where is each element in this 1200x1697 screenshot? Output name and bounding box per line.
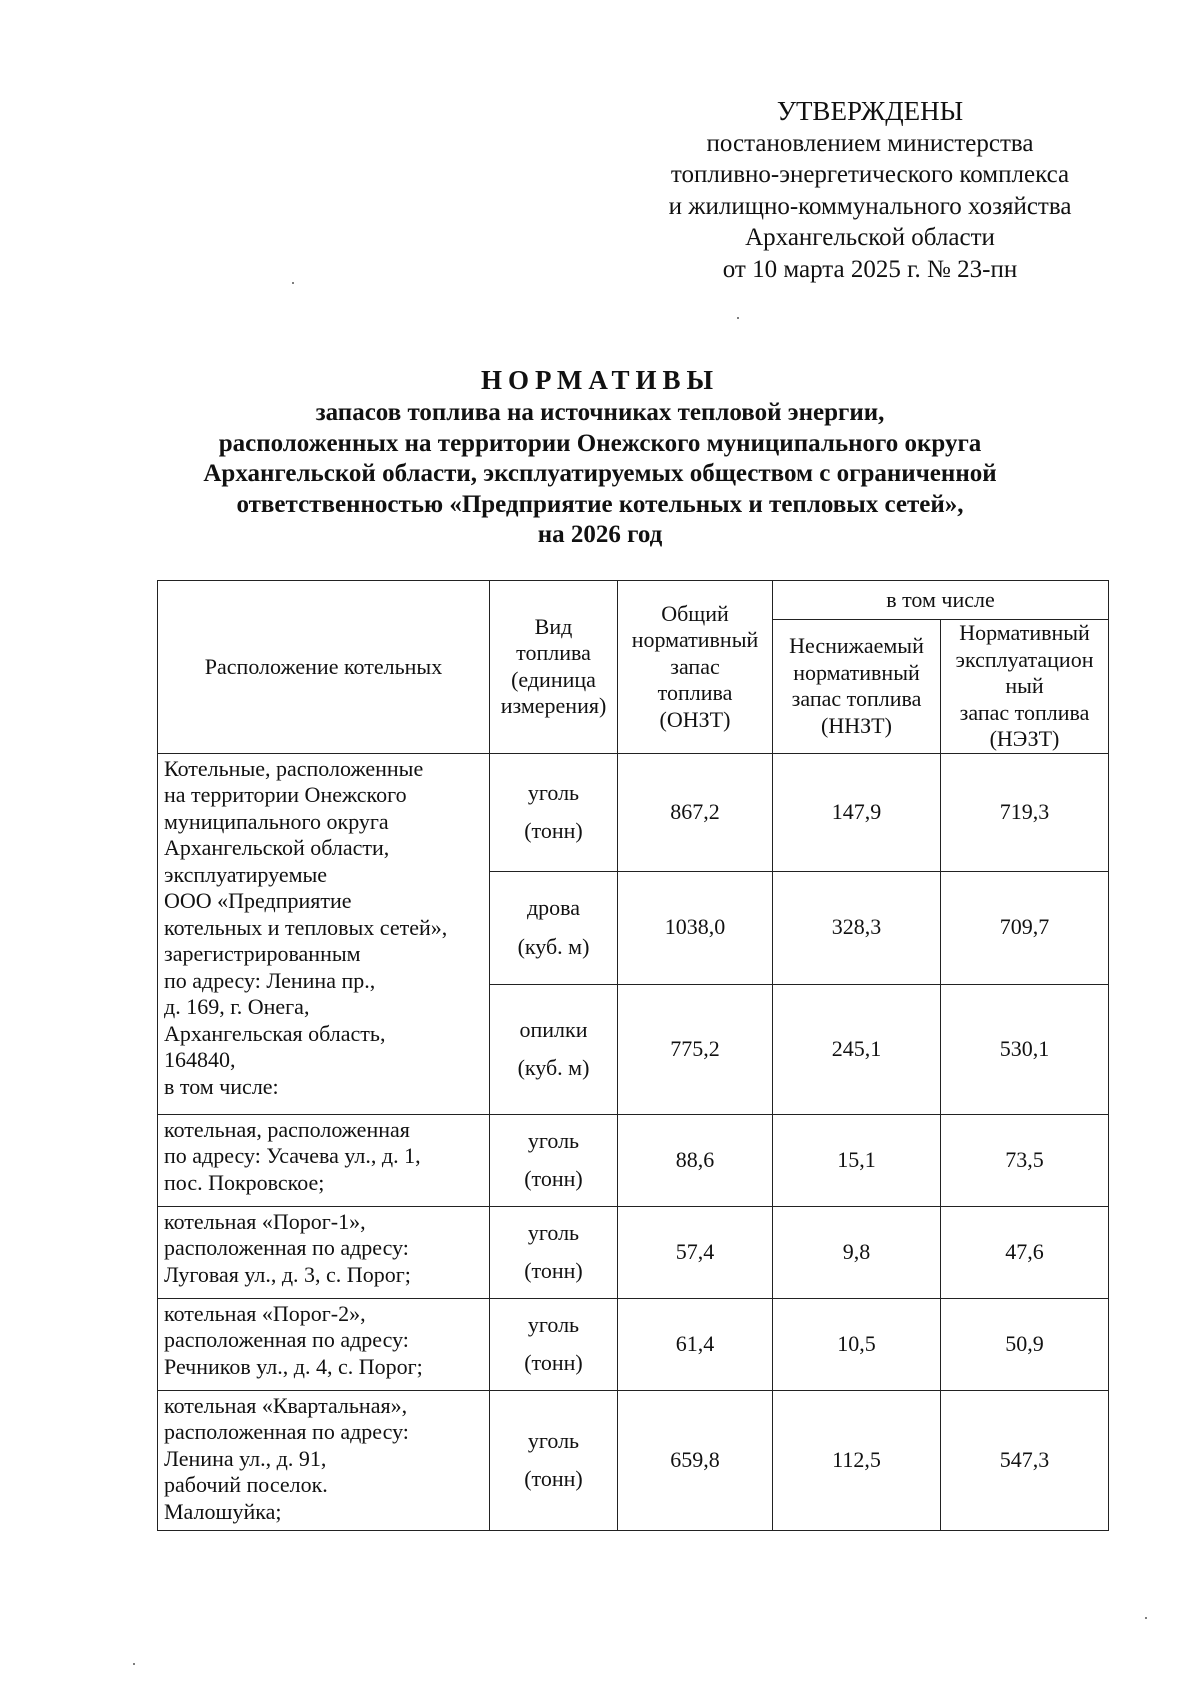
header-nnzt-line: запас топлива — [791, 686, 922, 712]
location-line: котельная «Порог-2», — [164, 1300, 366, 1326]
header-nezt-line: Нормативный — [959, 620, 1090, 645]
total-value: 61,4 — [618, 1298, 773, 1390]
nezt-value: 530,1 — [941, 984, 1109, 1114]
nezt-value: 709,7 — [941, 871, 1109, 984]
nnzt-value: 112,5 — [773, 1390, 941, 1530]
location-line: расположенная по адресу: — [164, 1327, 409, 1352]
header-total-line: Общий — [661, 600, 729, 626]
location-cell — [158, 1298, 490, 1390]
fuel-name: уголь — [527, 1219, 580, 1245]
scan-speck — [1145, 1617, 1147, 1619]
location-line: Луговая ул., д. 3, с. Порог; — [164, 1261, 411, 1287]
subtitle-line: на 2026 год — [537, 521, 663, 548]
fuel-norms-table — [157, 580, 1109, 1531]
location-line: Малошуйка; — [164, 1498, 282, 1524]
total-value: 88,6 — [618, 1114, 773, 1206]
header-nnzt-line: Неснижаемый — [789, 633, 924, 659]
location-line: рабочий поселок. — [164, 1472, 328, 1497]
fuel-name: дрова — [526, 895, 581, 920]
location-cell — [158, 1114, 490, 1206]
location-line: зарегистрированным — [164, 941, 361, 966]
fuel-unit: (куб. м) — [517, 1055, 590, 1080]
location-line: котельная «Порог-1», — [164, 1208, 366, 1234]
header-nezt-line: ный — [1005, 673, 1044, 698]
total-value: 659,8 — [618, 1390, 773, 1530]
approval-line: от 10 марта 2025 г. № 23-пн — [722, 255, 1018, 283]
location-line: Архангельская область, — [164, 1020, 386, 1046]
header-total-line: топлива — [657, 680, 733, 705]
fuel-cell — [490, 1206, 618, 1298]
location-line: пос. Покровское; — [164, 1169, 325, 1195]
nezt-value: 50,9 — [941, 1298, 1109, 1390]
total-value: 775,2 — [618, 984, 773, 1114]
header-nezt-line: запас топлива — [959, 699, 1090, 725]
fuel-name: уголь — [527, 1127, 580, 1153]
approval-line: топливно-энергетического комплекса — [670, 161, 1070, 188]
location-line: ООО «Предприятие — [164, 888, 352, 913]
subtitle-line: расположенных на территории Онежского муниципального округа — [218, 429, 982, 457]
location-line: муниципального округа — [164, 808, 389, 834]
approval-line: Архангельской области — [745, 224, 995, 251]
header-fuel-type-line: топлива — [516, 640, 591, 666]
fuel-cell — [490, 984, 618, 1114]
table-row — [158, 753, 1109, 871]
table-row — [158, 1390, 1109, 1530]
approval-block — [620, 96, 1120, 285]
table-row — [158, 1114, 1109, 1206]
fuel-unit: (куб. м) — [517, 933, 590, 959]
fuel-unit: (тонн) — [524, 818, 583, 843]
location-line: котельная, расположенная — [164, 1116, 410, 1142]
fuel-unit: (тонн) — [524, 1350, 583, 1375]
header-nezt-line: эксплуатацион — [955, 646, 1094, 672]
document-subtitle — [150, 398, 1050, 551]
location-line: 164840, — [164, 1047, 236, 1072]
location-cell — [158, 1206, 490, 1298]
nnzt-value: 10,5 — [773, 1298, 941, 1390]
approval-line: и жилищно-коммунального хозяйства — [668, 192, 1072, 220]
scan-speck — [292, 282, 294, 284]
header-nnzt-line: нормативный — [793, 659, 920, 685]
title-block — [150, 362, 1050, 551]
location-line: д. 169, г. Онега, — [164, 994, 310, 1019]
location-line: Ленина ул., д. 91, — [164, 1445, 327, 1471]
fuel-cell — [490, 1390, 618, 1530]
location-line: на территории Онежского — [164, 782, 407, 807]
fuel-unit: (тонн) — [524, 1258, 583, 1283]
nnzt-value: 328,3 — [773, 871, 941, 984]
document-title: НОРМАТИВЫ — [480, 365, 720, 395]
nnzt-value: 147,9 — [773, 753, 941, 871]
fuel-cell — [490, 871, 618, 984]
fuel-name: опилки — [519, 1016, 588, 1042]
header-including: в том числе — [773, 581, 1109, 620]
table-row — [158, 1206, 1109, 1298]
location-line: расположенная по адресу: — [164, 1235, 409, 1260]
location-line: котельных и тепловых сетей», — [164, 914, 448, 940]
header-location: Расположение котельных — [158, 581, 490, 754]
header-fuel-type-line: (единица — [511, 666, 596, 692]
header-total-line: запас — [670, 653, 720, 679]
approval-line: постановлением министерства — [706, 129, 1034, 157]
fuel-cell — [490, 1114, 618, 1206]
nezt-value: 719,3 — [941, 753, 1109, 871]
fuel-cell — [490, 753, 618, 871]
location-cell — [158, 1390, 490, 1530]
subtitle-line: Архангельской области, эксплуатируемых обществом с ограниченной — [203, 460, 997, 487]
header-nnzt — [773, 620, 941, 754]
subtitle-line: запасов топлива на источниках тепловой энергии, — [315, 399, 885, 426]
fuel-cell — [490, 1298, 618, 1390]
location-line: Архангельской области, — [164, 835, 390, 860]
header-fuel-type-line: измерения) — [500, 693, 607, 719]
header-nezt — [941, 620, 1109, 754]
header-fuel-type — [490, 581, 618, 754]
location-line: Котельные, расположенные — [164, 755, 424, 781]
header-total-line: нормативный — [631, 627, 759, 652]
header-nnzt-line: (ННЗТ) — [821, 712, 892, 738]
location-line: Речников ул., д. 4, с. Порог; — [164, 1353, 423, 1379]
location-line: в том числе: — [164, 1073, 279, 1099]
table-row — [158, 1298, 1109, 1390]
nnzt-value: 245,1 — [773, 984, 941, 1114]
nezt-value: 547,3 — [941, 1390, 1109, 1530]
nnzt-value: 9,8 — [773, 1206, 941, 1298]
nnzt-value: 15,1 — [773, 1114, 941, 1206]
fuel-name: уголь — [527, 1427, 580, 1453]
nezt-value: 73,5 — [941, 1114, 1109, 1206]
fuel-name: уголь — [527, 1311, 580, 1337]
location-line: по адресу: Ленина пр., — [164, 967, 376, 993]
total-value: 867,2 — [618, 753, 773, 871]
location-line: котельная «Квартальная», — [164, 1392, 408, 1418]
scan-speck — [133, 1663, 135, 1665]
header-total — [618, 581, 773, 754]
location-line: расположенная по адресу: — [164, 1419, 409, 1444]
fuel-unit: (тонн) — [524, 1166, 583, 1191]
group-location-cell — [158, 753, 490, 1114]
header-nezt-line: (НЭЗТ) — [989, 726, 1060, 751]
total-value: 57,4 — [618, 1206, 773, 1298]
header-fuel-type-line: Вид — [534, 613, 573, 639]
header-total-line: (ОНЗТ) — [659, 706, 731, 732]
location-line: по адресу: Усачева ул., д. 1, — [164, 1143, 421, 1168]
approval-heading: УТВЕРЖДЕНЫ — [776, 96, 964, 126]
nezt-value: 47,6 — [941, 1206, 1109, 1298]
scan-speck — [737, 317, 739, 319]
fuel-unit: (тонн) — [524, 1466, 583, 1491]
fuel-name: уголь — [527, 779, 580, 805]
subtitle-line: ответственностью «Предприятие котельных и тепловых сетей», — [236, 490, 964, 518]
location-line: эксплуатируемые — [164, 861, 328, 887]
total-value: 1038,0 — [618, 871, 773, 984]
